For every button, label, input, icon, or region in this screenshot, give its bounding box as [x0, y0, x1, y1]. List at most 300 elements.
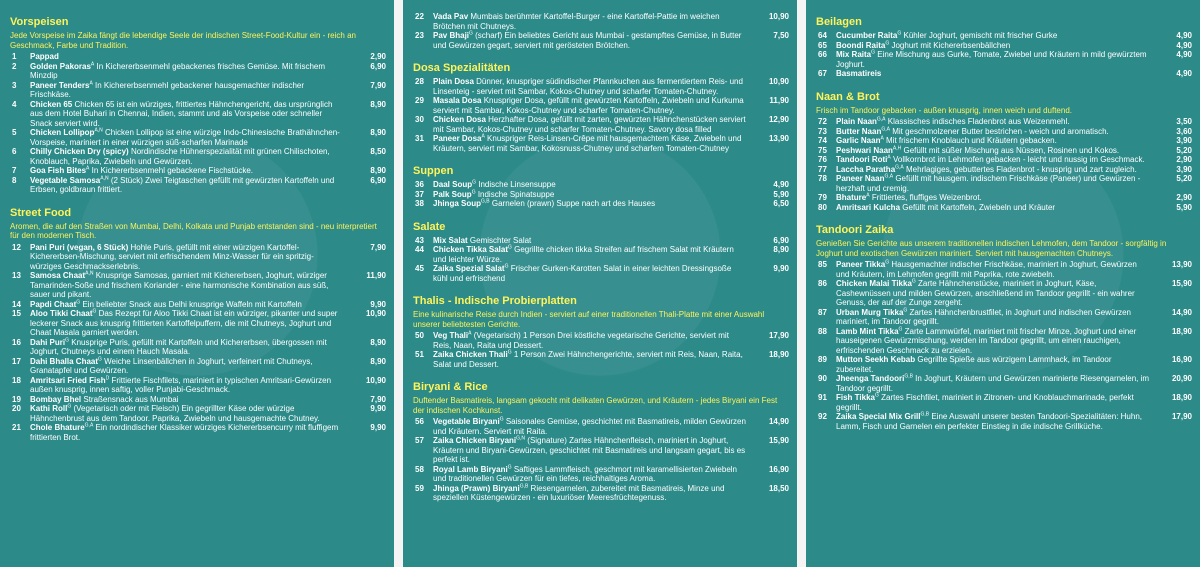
- item-price: 16,90: [768, 464, 789, 474]
- item-description: Indische Spinatsuppe: [477, 189, 555, 199]
- item-body: [433, 350, 747, 369]
- item-price: 8,90: [370, 166, 386, 175]
- item-name: Zaika Chicken Biryani: [433, 436, 517, 445]
- section-gap: [413, 153, 789, 161]
- allergen-code: A: [481, 133, 485, 140]
- menu-item: [816, 155, 1192, 165]
- item-body: [30, 62, 344, 81]
- item-name: Butter Naan: [836, 126, 882, 136]
- item-description: (scharf) Ein beliebtes Gericht aus Mumbai - gestampftes Gemüse, in Butter und Gewürzen gegart, serviert mit gerösteten Brötchen.: [433, 31, 742, 50]
- item-price: 6,90: [370, 175, 386, 185]
- item-description: Straßensnack aus Mumbai: [83, 394, 179, 404]
- menu-item: [413, 12, 789, 31]
- item-description: In Kichererbsenmehl gebackenes frisches Gemüse. Mit frischem Minzdip: [30, 61, 326, 80]
- item-price: 4,90: [1176, 50, 1192, 59]
- section-gap: [10, 195, 386, 203]
- menu-item: [413, 134, 789, 153]
- item-name: Royal Lamb Biryani: [433, 464, 508, 474]
- item-number: 12: [12, 242, 21, 252]
- allergen-code: G,B: [519, 482, 529, 489]
- item-price: 17,90: [1171, 412, 1192, 421]
- item-price: 9,90: [370, 423, 386, 432]
- allergen-code: A: [468, 330, 472, 337]
- section-gap: [413, 50, 789, 58]
- item-price: 4,90: [1176, 31, 1192, 40]
- item-number: 44: [415, 245, 424, 254]
- item-price: 13,90: [768, 134, 789, 143]
- menu-item: [10, 309, 386, 338]
- item-number: 20: [12, 404, 21, 413]
- item-description: In Kichererbsenmehl gebackener hausgemachter indischer Frischkäse.: [30, 80, 305, 99]
- item-price: 4,90: [1176, 69, 1192, 78]
- allergen-code: G,N: [516, 435, 526, 442]
- column-divider: [394, 0, 403, 567]
- menu-item: [10, 166, 386, 176]
- menu-item: [413, 115, 789, 134]
- item-body: [836, 50, 1150, 69]
- item-price: 14,90: [768, 417, 789, 426]
- item-name: Kathi Roll: [30, 404, 68, 413]
- item-number: 5: [12, 128, 17, 137]
- item-number: 90: [818, 374, 827, 383]
- allergen-code: G,B: [904, 373, 913, 380]
- item-body: [836, 31, 1150, 41]
- allergen-code: G: [885, 259, 890, 266]
- menu-item: [413, 236, 789, 246]
- menu-item: [10, 52, 386, 62]
- item-name: Paneer Dosa: [433, 134, 482, 143]
- item-description: Ein nordindischer Klassiker würziges Kichererbsencurry mit fluffigem frittierten Brot.: [30, 423, 339, 442]
- item-description: (Vegetarisch) 1 Person Drei köstliche vegetarische Gerichte, serviert mit Reis, Naan, Raita und Dessert.: [433, 331, 729, 350]
- menu-column-2: [403, 0, 797, 567]
- item-description: Zarte Lammwürfel, mariniert mit frischer Minze, Joghurt und einer hauseigenen Gewürzmischung, werden im Tandoor gegrillt, um einen rauchigen, erfrischenden Geschmack zu erzielen.: [836, 326, 1137, 355]
- item-name: Vada Pav: [433, 12, 469, 21]
- item-number: 6: [12, 147, 17, 156]
- item-price: 8,90: [773, 245, 789, 254]
- item-price: 3,60: [1176, 126, 1192, 136]
- item-number: 3: [12, 80, 17, 90]
- item-price: 2,90: [1176, 155, 1192, 164]
- item-name: Dahi Puri: [30, 337, 66, 347]
- menu-column-3: [806, 0, 1200, 567]
- menu-item: [816, 50, 1192, 69]
- item-price: 4,90: [1176, 40, 1192, 50]
- allergen-code: G: [98, 355, 102, 362]
- section-gap: [413, 283, 789, 291]
- menu-item: [816, 136, 1192, 146]
- item-name: Aloo Tikki Chaat: [30, 309, 93, 318]
- item-description: Mit geschmolzener Butter bestrichen - weich und aromatisch.: [892, 126, 1109, 136]
- allergen-code: G: [508, 244, 512, 251]
- item-body: [30, 166, 344, 176]
- item-price: 9,90: [773, 264, 789, 273]
- item-name: Paneer Tenders: [30, 80, 90, 90]
- item-number: 64: [818, 31, 827, 40]
- allergen-code: G,A: [84, 422, 94, 429]
- item-number: 78: [818, 174, 827, 183]
- item-number: 51: [415, 350, 424, 359]
- item-description: Klassisches indisches Fladenbrot aus Weizenmehl.: [887, 117, 1070, 126]
- item-body: [836, 279, 1150, 308]
- item-name: Garlic Naan: [836, 136, 881, 145]
- item-name: Basmatireis: [836, 69, 882, 78]
- item-number: 28: [415, 77, 424, 86]
- section-intro: Duftender Basmatireis, langsam gekocht mit delikaten Gewürzen, und Kräutern - jedes Biryani ein Fest der indischen Kochkunst.: [413, 396, 778, 415]
- item-price: 15,90: [768, 436, 789, 445]
- item-price: 10,90: [365, 309, 386, 318]
- item-price: 6,90: [370, 61, 386, 71]
- allergen-code: G: [67, 403, 72, 410]
- item-price: 7,90: [370, 80, 386, 90]
- item-body: [433, 77, 747, 96]
- item-price: 12,90: [768, 115, 789, 124]
- item-body: [836, 146, 1150, 156]
- section-title: Tandoori Zaika: [816, 224, 894, 236]
- item-name: Golden Pakoras: [30, 61, 91, 71]
- item-description: Joghurt mit Kichererbsenbällchen: [891, 40, 1011, 50]
- item-name: Chicken Dosa: [433, 115, 486, 124]
- item-name: Zaika Chicken Thali: [433, 350, 508, 359]
- item-name: Zaika Special Mix Grill: [836, 412, 921, 421]
- item-number: 57: [415, 436, 424, 445]
- item-body: [836, 374, 1150, 393]
- item-price: 16,90: [1171, 355, 1192, 364]
- item-name: Pav Bhaji: [433, 31, 470, 40]
- item-number: 7: [12, 166, 17, 175]
- section-gap: [816, 212, 1192, 220]
- allergen-code: G: [871, 49, 876, 56]
- item-number: 2: [12, 61, 17, 71]
- item-name: Chicken Tikka Salat: [433, 245, 508, 254]
- menu-item: [816, 412, 1192, 431]
- item-number: 67: [818, 69, 827, 78]
- allergen-code: G: [507, 463, 512, 470]
- menu-item: [413, 417, 789, 436]
- item-name: Zaika Spezial Salat: [433, 264, 505, 273]
- item-number: 4: [12, 99, 17, 109]
- item-number: 45: [415, 264, 424, 273]
- item-number: 38: [415, 199, 424, 208]
- item-body: [30, 52, 344, 62]
- item-name: Palk Soup: [433, 189, 472, 199]
- item-price: 18,50: [768, 483, 789, 493]
- item-body: [433, 115, 747, 134]
- item-number: 30: [415, 115, 424, 124]
- item-price: 4,90: [773, 180, 789, 189]
- menu-item: [10, 423, 386, 442]
- item-description: Dünner, knuspriger südindischer Pfannkuchen aus fermentiertem Reis- und Linsenteig - serviert mit Sambar, Kokos-Chutney und scharfer Tomaten-Chutney.: [433, 77, 743, 96]
- item-description: Gefüllt mit Kartoffeln, Zwiebeln und Kräuter: [902, 202, 1056, 212]
- item-price: 7,90: [370, 242, 386, 252]
- menu-item: [413, 77, 789, 96]
- item-price: 10,90: [768, 12, 789, 21]
- item-name: Bhature: [836, 193, 867, 202]
- item-number: 15: [12, 309, 21, 318]
- item-body: [433, 245, 747, 264]
- item-number: 79: [818, 193, 827, 202]
- item-description: Eine Mischung aus Gurke, Tomate, Zwiebel und Kräutern in mild gewürztem Joghurt.: [836, 50, 1147, 69]
- item-description: Saisonales Gemüse, geschichtet mit Basmatireis, milden Gewürzen und Kräutern. Serviert mit Raita.: [433, 417, 746, 436]
- allergen-code: G: [469, 30, 473, 37]
- item-description: (Signature) Zartes Hähnchenfleisch, mariniert in Joghurt, Kräutern und Biryani-Gewürzen, geschichtet mit Basmatireis und langsam gegart, bis es perfekt ist.: [433, 436, 746, 464]
- section-title: Biryani & Rice: [413, 381, 488, 393]
- item-number: 86: [818, 279, 827, 288]
- item-price: 2,90: [370, 52, 386, 61]
- item-description: Vollkornbrot im Lehmofen gebacken - leicht und nussig im Geschmack.: [892, 155, 1145, 164]
- item-price: 5,20: [1176, 145, 1192, 155]
- item-description: Saftiges Lammfleisch, geschmort mit karamellisierten Zwiebeln und traditionellen Gewürzen für ein tiefes, reichhaltiges Aroma.: [433, 464, 738, 483]
- item-body: [433, 465, 747, 484]
- item-body: [30, 300, 344, 310]
- allergen-code: G: [898, 325, 903, 332]
- allergen-code: A,H: [892, 144, 902, 151]
- item-name: Amritsari Kulcha: [836, 202, 901, 212]
- item-name: Chicken 65: [30, 99, 73, 109]
- item-description: Indische Linsensuppe: [478, 180, 556, 189]
- item-name: Masala Dosa: [433, 96, 482, 105]
- item-body: [30, 395, 344, 405]
- allergen-code: G: [897, 30, 902, 37]
- allergen-code: G,B: [481, 198, 490, 205]
- item-body: [30, 147, 344, 166]
- allergen-code: G: [874, 392, 879, 399]
- item-body: [433, 199, 747, 209]
- allergen-code: G,A: [881, 125, 890, 132]
- item-description: In Joghurt, Kräutern und Gewürzen marinierte Riesengarnelen, im Tandoor gegrillt.: [836, 374, 1150, 393]
- item-name: Pani Puri (vegan, 6 Stück): [30, 242, 129, 252]
- item-price: 10,90: [365, 375, 386, 385]
- menu-item: [10, 376, 386, 395]
- item-number: 21: [12, 423, 21, 432]
- item-name: Pappad: [30, 52, 59, 61]
- item-description: 1 Person Zwei Hähnchengerichte, serviert mit Reis, Naan, Raita, Salat und Dessert.: [433, 350, 743, 369]
- menu-item: [413, 199, 789, 209]
- item-price: 5,90: [773, 189, 789, 199]
- item-number: 17: [12, 356, 21, 366]
- allergen-code: G: [903, 306, 908, 313]
- section-intro: Aromen, die auf den Straßen von Mumbai, Delhi, Kolkata und Punjab entstanden sind - neu interpretiert für den modernen Tisch.: [10, 221, 377, 240]
- item-body: [30, 243, 344, 272]
- item-price: 10,90: [768, 77, 789, 86]
- item-body: [433, 180, 747, 190]
- item-name: Mix Salat: [433, 235, 468, 245]
- item-body: [433, 134, 747, 153]
- item-name: Vegetable Biryani: [433, 417, 500, 426]
- item-price: 15,90: [1171, 279, 1192, 288]
- item-name: Papdi Chaat: [30, 299, 77, 309]
- item-body: [836, 155, 1150, 165]
- allergen-code: G: [65, 336, 70, 343]
- item-description: Gefüllt mit hausgem. indischem Frischkäse (Paneer) und Gewürzen - herzhaft und cremig.: [836, 174, 1141, 193]
- item-number: 19: [12, 394, 21, 404]
- item-number: 72: [818, 117, 827, 126]
- section-gap: [816, 79, 1192, 87]
- item-description: In Kichererbsenmehl gebackene Fischstücke.: [91, 166, 254, 175]
- item-body: [433, 484, 747, 503]
- item-number: 31: [415, 134, 424, 143]
- item-description: Gegrillte Spieße aus würzigem Lammhack, im Tandoor zubereitet.: [836, 355, 1112, 374]
- item-price: 11,90: [769, 96, 789, 105]
- item-description: Gemischter Salat: [469, 235, 532, 245]
- menu-item: [10, 357, 386, 376]
- item-description: Chicken Lollipop ist eine würzige Indo-Chinesische Brathähnchen-Vorspeise, mariniert in einer würzigen süß-scharfen Marinade: [30, 128, 340, 147]
- menu-item: [10, 81, 386, 100]
- menu-item: [816, 393, 1192, 412]
- menu-item: [413, 264, 789, 283]
- item-number: 50: [415, 331, 424, 340]
- item-number: 56: [415, 417, 424, 426]
- item-description: Das Rezept für Aloo Tikki Chaat ist ein würziger, pikanter und super leckerer Snack aus knusprig frittierten Kartoffelpuffern, die mit Chutneys, Joghurt und Chaat Masala garniert werden.: [30, 309, 338, 337]
- allergen-code: G,A: [895, 163, 904, 170]
- menu-item: [413, 31, 789, 50]
- item-price: 8,90: [370, 128, 386, 137]
- item-name: Chole Bhature: [30, 423, 85, 432]
- item-name: Vegetable Samosa: [30, 175, 101, 185]
- item-body: [433, 331, 747, 350]
- menu-item: [10, 300, 386, 310]
- allergen-code: G: [92, 308, 97, 315]
- item-description: Mit frischem Knoblauch und Kräutern gebacken.: [886, 136, 1057, 145]
- item-price: 20,90: [1171, 374, 1192, 383]
- item-name: Laccha Paratha: [836, 164, 896, 174]
- item-description: Mumbais berühmter Kartoffel-Burger - eine Kartoffel-Pattie im weichen Brötchen mit Chutneys.: [433, 12, 720, 31]
- item-number: 87: [818, 307, 827, 317]
- item-body: [836, 327, 1150, 356]
- menu-item: [816, 31, 1192, 41]
- section-intro: Jede Vorspeise im Zaika fängt die lebendige Seele der indischen Street-Food-Kultur ein - reich an Geschmack, Farbe und Tradition.: [10, 31, 356, 50]
- item-body: [433, 417, 747, 436]
- item-name: Lamb Mint Tikka: [836, 326, 899, 336]
- menu-item: [816, 308, 1192, 327]
- item-body: [30, 404, 344, 423]
- item-description: Riesengarnelen, zubereitet mit Basmatireis, Minze und speziellen Küstengewürzen - ein luxuriöser Meeresfrüchtegenuss.: [433, 483, 725, 502]
- item-price: 18,90: [1171, 393, 1192, 402]
- item-description: Hohle Puris, gefüllt mit einer würzigen Kartoffel-Kichererbsen-Mischung, serviert mit erfrischendem Minz-Wasser für ein spritzig-würziges Geschmackserlebnis.: [30, 242, 314, 271]
- item-name: Samosa Chaat: [30, 271, 86, 280]
- item-body: [30, 81, 344, 100]
- allergen-code: G: [76, 298, 81, 305]
- item-description: Frittierte Fischfilets, mariniert in typischen Amritsari-Gewürzen außen knusprig, innen saftig, voller Punjabi-Geschmack.: [30, 375, 332, 394]
- item-name: Jhinga (Prawn) Biryani: [433, 483, 520, 493]
- item-number: 80: [818, 202, 827, 212]
- item-body: [433, 264, 747, 283]
- section-title: Suppen: [413, 165, 454, 177]
- item-number: 37: [415, 189, 424, 199]
- menu-item: [816, 117, 1192, 127]
- menu-item: [10, 62, 386, 81]
- section-title: Dosa Spezialitäten: [413, 62, 511, 74]
- item-price: 9,90: [370, 404, 386, 413]
- section-intro: Genießen Sie Gerichte aus unserem traditionellen indischen Lehmofen, dem Tandoor - sorgfältig in Joghurt und exotischen Gewürzen mariniert. Serviert mit hausgemachten Chutneys.: [816, 239, 1167, 258]
- allergen-code: G: [504, 263, 509, 270]
- item-number: 66: [818, 50, 827, 59]
- item-number: 18: [12, 375, 21, 385]
- menu-item: [816, 165, 1192, 175]
- menu-column-1: [0, 0, 394, 567]
- item-description: Knusprige Samosas, garniert mit Kichererbsen, Joghurt, würziger Tamarinden-Soße und frischem Koriander - eine harmonische Kombination aus süß, sauer und pikant.: [30, 271, 329, 299]
- item-price: 5,90: [1176, 202, 1192, 212]
- item-number: 59: [415, 483, 424, 493]
- allergen-code: A,N: [94, 127, 103, 134]
- item-name: Jhinga Soup: [433, 199, 481, 208]
- menu-item: [816, 193, 1192, 203]
- item-description: (2 Stück) Zwei Teigtaschen gefüllt mit gewürzten Kartoffeln und Erbsen, goldbraun frittiert.: [30, 175, 335, 194]
- item-description: Gegrillte chicken tikka Streifen auf frischem Salat mit Kräutern und leichter Würze.: [433, 245, 734, 264]
- item-number: 73: [818, 126, 827, 136]
- item-name: Bombay Bhel: [30, 394, 82, 404]
- item-body: [836, 136, 1150, 146]
- item-description: Frischer Gurken-Karotten Salat in einer leichten Dressingsoße kühl und erfrischend: [433, 264, 732, 283]
- item-body: [836, 41, 1150, 51]
- item-description: (Vegetarisch oder mit Fleisch) Ein gegrillter Käse oder würzige Hähnchenbrust aus dem Tandoor. Paprika, Zwiebeln und hausgemachte Chutney.: [30, 404, 320, 423]
- menu-item: [816, 279, 1192, 308]
- menu-item: [10, 404, 386, 423]
- item-body: [30, 357, 344, 376]
- item-description: Ein beliebter Snack aus Delhi knusprige Waffeln mit Kartoffeln: [82, 299, 302, 309]
- allergen-code: A: [89, 79, 93, 86]
- item-number: 85: [818, 260, 827, 269]
- item-name: Daal Soup: [433, 180, 473, 189]
- menu-item: [10, 338, 386, 357]
- item-body: [30, 338, 344, 357]
- item-body: [30, 309, 344, 338]
- menu-item: [10, 176, 386, 195]
- allergen-code: G: [885, 39, 890, 46]
- item-number: 58: [415, 464, 424, 474]
- item-body: [30, 376, 344, 395]
- item-description: Garnelen (prawn) Suppe nach art des Hauses: [491, 199, 656, 208]
- allergen-code: A: [880, 135, 884, 142]
- item-price: 2,90: [1176, 193, 1192, 202]
- item-price: 18,90: [768, 350, 789, 359]
- item-body: [30, 100, 344, 129]
- item-description: Knuspriger Reis-Linsen-Crêpe mit hausgemachtem Käse, Zwiebeln und Kräutern, serviert mit Sambar, Kokosnuss-Chutney und scharfem Tomaten-Chutney: [433, 134, 742, 153]
- item-body: [836, 393, 1150, 412]
- item-name: Mutton Seekh Kebab: [836, 355, 916, 364]
- item-body: [433, 12, 747, 31]
- item-body: [836, 69, 1150, 79]
- menu-item: [816, 127, 1192, 137]
- item-price: 9,90: [370, 299, 386, 309]
- item-description: Frittiertes, fluffiges Weizenbrot.: [871, 193, 982, 202]
- menu-item: [10, 128, 386, 147]
- item-number: 8: [12, 175, 17, 185]
- item-name: Jheenga Tandoori: [836, 374, 905, 383]
- menu-item: [413, 331, 789, 350]
- allergen-code: A: [90, 60, 95, 67]
- menu-item: [816, 174, 1192, 193]
- item-price: 3,90: [1176, 136, 1192, 145]
- section-intro: Frisch im Tandoor gebacken - außen knusprig, innen weich und duftend.: [816, 105, 1073, 115]
- section-title: Vorspeisen: [10, 16, 69, 28]
- allergen-code: A: [86, 165, 90, 172]
- item-name: Amritsari Fried Fish: [30, 375, 106, 385]
- item-description: Zarte Hähnchenstücke, mariniert in Joghurt, Käse, Cashewnüssen und milden Gewürzen, anschließend im Tandoor gegrillt - ein wahrer Genuss, der auf der Zunge zergeht.: [836, 279, 1135, 307]
- item-name: Mix Raita: [836, 50, 872, 59]
- item-description: Knuspriger Dosa, gefüllt mit gewürzten Kartoffeln, Zwiebeln und Kurkuma serviert mit Sambar, Kokos-Chutney und scharfer Tomaten-Chutney.: [433, 96, 744, 115]
- section-intro: Eine kulinarische Reise durch Indien - serviert auf einer traditionellen Thali-Platte mit einer Auswahl unserer beliebtesten Gerichte.: [413, 310, 765, 329]
- item-name: Paneer Naan: [836, 174, 885, 183]
- item-description: Zartes Hähnchenbrustfilet, in Joghurt und indischen Gewürzen mariniert, im Tandoor gegrillt.: [836, 307, 1132, 326]
- item-number: 36: [415, 180, 424, 189]
- allergen-code: G: [911, 278, 916, 285]
- item-body: [836, 308, 1150, 327]
- item-body: [836, 412, 1150, 431]
- item-price: 8,90: [370, 99, 386, 109]
- allergen-code: A: [887, 154, 891, 161]
- allergen-code: G: [472, 179, 477, 186]
- item-price: 3,90: [1176, 164, 1192, 174]
